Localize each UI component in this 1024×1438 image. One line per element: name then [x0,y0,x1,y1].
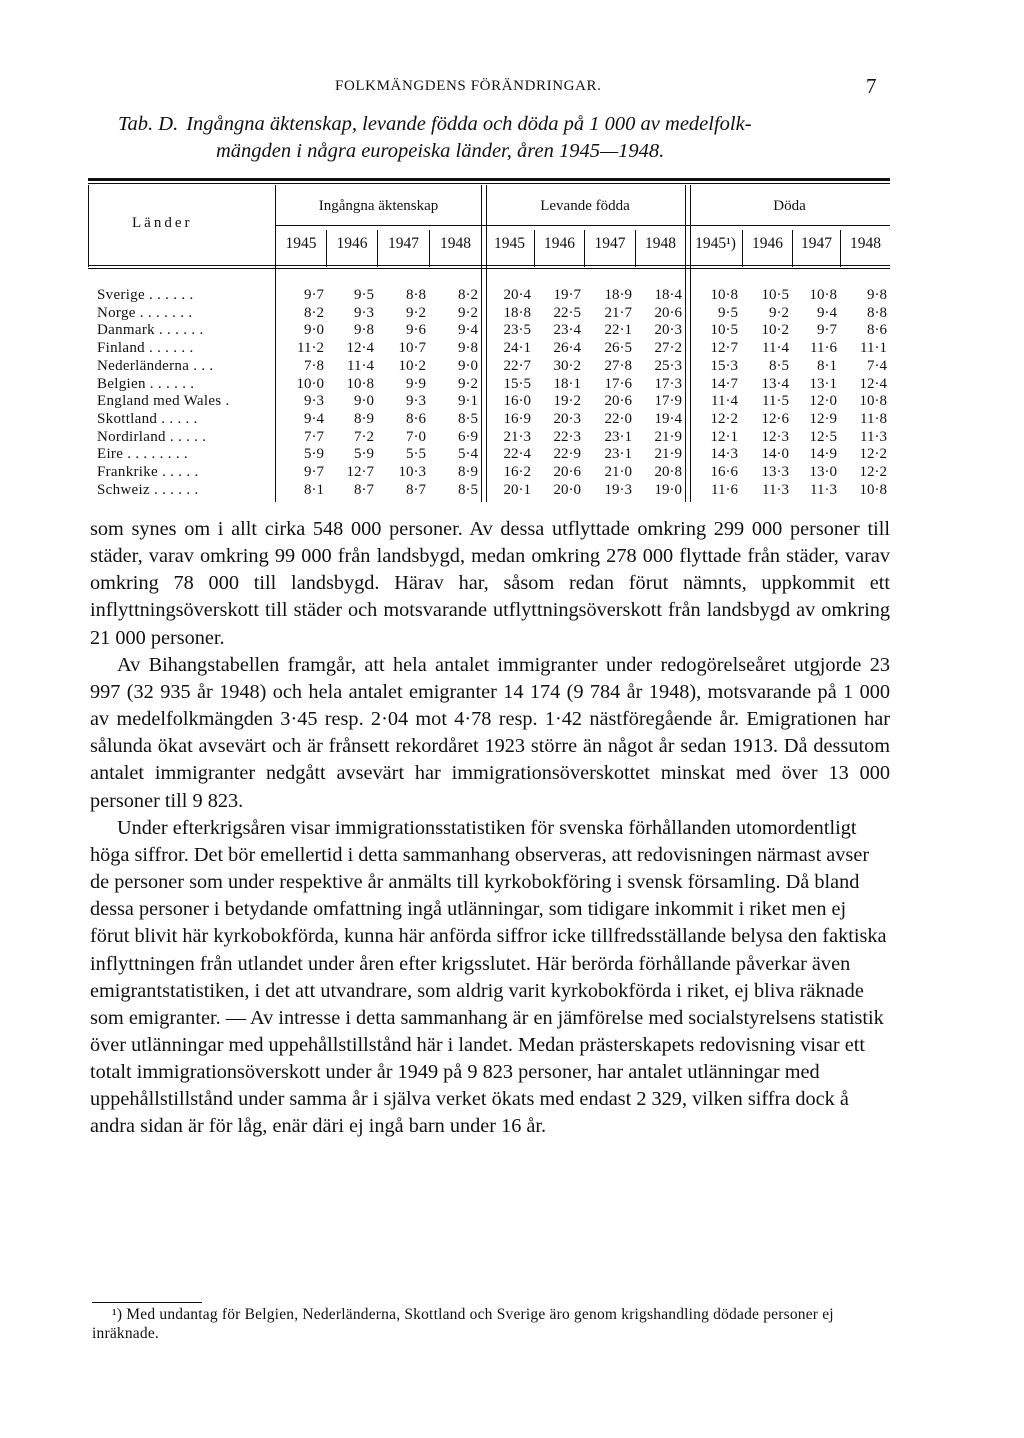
table-cell: 27·2 [654,340,682,357]
year-header: 1946 [544,235,575,252]
paragraph: Under efterkrigsåren visar immigrationsstatistiken för svenska förhållanden utomordentligt höga siffror. Det bör emellertid i detta sammanhang observeras, att redovisningen närmast avser de personer som under respektive år anmälts till kyrkobokföring i svensk församling. Då bland dessa personer i betydande omfattning ingå utlänningar, som tidigare inkommit i riket men ej förut blivit här kyrkobokförda, kunna här anförda siffror icke tillfredsställande belysa den faktiska inflyttningen från utlandet under åren efter krigsslutet. Här berörda förhållande påverkar även emigrantstatistiken, i det att utvandrare, som aldrig varit kyrkobokförda i riket, ej bliva räknade som emigranter. — Av intresse i detta sammanhang är en jämförelse med socialstyrelsens statistik över utlänningar med uppehållstillstånd här i landet. Medan prästerskapets redovisning visar ett totalt immigrationsöverskott under år 1949 på 9 823 personer, har antalet utlänningar med uppehållstillstånd under samma år i själva verket ökats med endast 2 329, vilken siffra dock å andra sidan är för låg, enär däri ej ingå barn under 16 år. [90,816,887,1138]
table-cell: 10·8 [809,287,837,303]
table-cell: 10·8 [859,393,887,410]
year-header: 1946 [336,235,368,252]
table-cell: 8·9 [458,464,478,480]
table-cell: 19·2 [553,393,581,410]
column-divider [635,230,636,267]
table-row [0,305,1024,324]
table-row [0,446,1024,465]
year-header: 1945¹) [695,235,736,252]
table-cell: 24·1 [503,340,531,357]
table-cell: 7·2 [354,428,374,445]
table-cell: 9·2 [406,304,426,321]
table-row [0,482,1024,501]
table-cell: 14·3 [710,446,738,463]
table-cell: 8·8 [867,304,887,321]
table-cell: 16·6 [710,464,738,480]
country-name: Frankrike . . . . . [97,464,199,480]
table-cell: 9·2 [458,304,478,321]
year-header: 1948 [440,235,471,252]
table-cell: 22·7 [503,357,531,374]
table-cell: 10·8 [710,287,738,303]
column-divider [377,230,378,267]
table-cell: 9·0 [304,322,324,339]
table-cell: 12·0 [809,393,837,410]
table-cell: 13·3 [761,464,789,480]
table-cell: 12·4 [859,375,887,392]
table-cell: 19·3 [604,481,632,498]
caption-line-1: Ingångna äktenskap, levande födda och döda på 1 000 av medelfolk- [186,113,752,135]
table-cell: 12·1 [710,428,738,445]
table-cell: 9·3 [304,393,324,410]
table-cell: 12·4 [346,340,374,357]
table-cell: 17·9 [654,393,682,410]
table-cell: 14·0 [761,446,789,463]
column-divider [534,230,535,267]
table-cell: 9·7 [304,287,324,303]
country-name: Nordirland . . . . . [97,428,207,445]
table-cell: 8·1 [817,357,837,374]
table-cell: 21·7 [604,304,632,321]
year-header: 1947 [388,235,419,252]
table-row [0,464,1024,483]
table-cell: 8·1 [304,481,324,498]
table-row [0,393,1024,412]
table-cell: 11·4 [762,340,789,357]
table-cell: 22·9 [553,446,581,463]
country-name: Norge . . . . . . . [97,304,193,321]
table-cell: 9·8 [867,287,887,303]
table-cell: 9·2 [458,375,478,392]
table-row [0,322,1024,341]
table-cell: 20·6 [654,304,682,321]
table-cell: 20·3 [553,410,581,427]
table-cell: 17·3 [654,375,682,392]
table-cell: 9·6 [406,322,426,339]
table-cell: 18·1 [553,375,581,392]
country-name: Eire . . . . . . . . [97,446,188,463]
table-cell: 9·4 [458,322,478,339]
table-cell: 7·4 [867,357,887,374]
table-cell: 12·3 [761,428,789,445]
year-header: 1946 [752,235,783,252]
table-cell: 22·5 [553,304,581,321]
table-cell: 5·9 [304,446,324,463]
group-header-deaths: Döda [773,198,806,214]
caption-line-2: mängden i några europeiska länder, åren 1945—1948. [216,140,665,162]
table-cell: 8·5 [458,481,478,498]
table-cell: 9·8 [354,322,374,339]
table-cell: 22·3 [553,428,581,445]
table-cell: 8·6 [406,410,426,427]
table-cell: 21·0 [604,464,632,480]
table-cell: 18·4 [654,287,682,303]
table-cell: 19·7 [553,287,581,303]
table-cell: 12·2 [859,464,887,480]
table-top-rule-thin [88,183,890,184]
table-cell: 8·7 [354,481,374,498]
table-cell: 12·5 [809,428,837,445]
table-caption [118,111,898,165]
year-header: 1948 [850,235,881,252]
column-divider [792,230,793,267]
year-header: 1947 [594,235,626,252]
table-cell: 23·4 [553,322,581,339]
table-cell: 13·4 [761,375,789,392]
header-bottom-rule [88,265,890,266]
table-cell: 12·2 [710,410,738,427]
table-cell: 6·9 [458,428,478,445]
table-cell: 11·2 [297,340,324,357]
table-row [0,287,1024,306]
footnote-rule [92,1302,202,1303]
table-cell: 7·7 [304,428,324,445]
table-cell: 13·1 [809,375,837,392]
table-cell: 9·9 [406,375,426,392]
table-row [0,429,1024,448]
table-cell: 26·5 [604,340,632,357]
table-row [0,358,1024,377]
table-row [0,376,1024,395]
table-cell: 11·1 [860,340,887,357]
group-header-marriages: Ingångna äktenskap [318,198,439,214]
table-cell: 19·4 [654,410,682,427]
table-cell: 9·2 [769,304,789,321]
table-left-border [88,185,89,267]
table-cell: 21·3 [503,428,531,445]
table-cell: 14·7 [710,375,738,392]
table-cell: 20·0 [553,481,581,498]
table-cell: 9·3 [354,304,374,321]
table-cell: 20·6 [553,464,581,480]
table-cell: 9·5 [718,304,738,321]
table-cell: 12·6 [761,410,789,427]
table-cell: 9·4 [817,304,837,321]
table-cell: 11·3 [810,481,837,498]
table-cell: 10·5 [710,322,738,339]
table-cell: 21·9 [654,446,682,463]
table-cell: 12·9 [809,410,837,427]
country-name: Danmark . . . . . . [97,322,204,339]
paragraph: som synes om i allt cirka 548 000 personer. Av dessa utflyttade omkring 299 000 personer till städer, varav omkring 99 000 från landsbygd, medan omkring 278 000 flyttade från städer, varav omkring 78 000 till landsbygd. Härav har, såsom redan förut nämnts, uppkommit ett inflyttningsöverskott till städer och motsvarande utflyttningsöverskott från landsbygd av omkring 21 000 personer. [90,518,890,649]
table-row [0,340,1024,359]
table-cell: 26·4 [553,340,581,357]
table-cell: 9·0 [458,357,478,374]
table-cell: 8·6 [867,322,887,339]
country-name: Sverige . . . . . . [97,287,194,303]
table-cell: 13·0 [809,464,837,480]
header-divider [276,225,890,226]
column-divider [840,230,841,267]
group-header-births: Levande födda [540,198,630,214]
table-cell: 21·9 [654,428,682,445]
table-cell: 8·8 [406,287,426,303]
table-cell: 20·8 [654,464,682,480]
table-cell: 11·5 [762,393,789,410]
running-title: FOLKMÄNGDENS FÖRÄNDRINGAR. [335,78,602,94]
table-cell: 8·9 [354,410,374,427]
table-cell: 8·2 [304,304,324,321]
table-cell: 10·8 [859,481,887,498]
table-cell: 7·0 [406,428,426,445]
table-cell: 30·2 [553,357,581,374]
year-header: 1945 [494,235,525,252]
table-cell: 23·1 [604,446,632,463]
table-cell: 9·3 [406,393,426,410]
header-bottom-rule [88,268,890,269]
table-cell: 8·5 [458,410,478,427]
country-name: Skottland . . . . . [97,410,198,427]
table-cell: 10·7 [398,340,426,357]
table-cell: 22·4 [503,446,531,463]
column-divider [584,230,585,267]
table-label: Tab. D. [118,113,179,135]
country-name: England med Wales . [97,393,230,410]
table-cell: 5·4 [458,446,478,463]
table-cell: 10·2 [398,357,426,374]
table-cell: 19·0 [654,481,682,498]
country-column-header: Länder [132,215,193,231]
table-cell: 10·2 [761,322,789,339]
table-top-rule [88,178,890,181]
table-cell: 11·8 [860,410,887,427]
table-cell: 9·8 [458,340,478,357]
table-cell: 20·3 [654,322,682,339]
table-cell: 14·9 [809,446,837,463]
table-cell: 15·3 [710,357,738,374]
table-cell: 17·6 [604,375,632,392]
table-cell: 20·6 [604,393,632,410]
table-cell: 18·8 [503,304,531,321]
column-divider [429,230,430,267]
table-cell: 12·7 [346,464,374,480]
year-header: 1945 [285,235,317,252]
table-cell: 9·7 [817,322,837,339]
table-cell: 23·1 [604,428,632,445]
country-name: Belgien . . . . . . [97,375,195,392]
table-cell: 10·3 [398,464,426,480]
body-text [90,516,890,1141]
table-cell: 9·7 [304,464,324,480]
table-cell: 12·7 [710,340,738,357]
footnote: ¹) Med undantag för Belgien, Nederländerna, Skottland och Sverige äro genom krigshandling dödade personer ej inräknade. [92,1306,834,1342]
table-cell: 16·2 [503,464,531,480]
year-header: 1948 [645,235,676,252]
country-name: Finland . . . . . . [97,340,194,357]
table-cell: 23·5 [503,322,531,339]
country-name: Nederländerna . . . [97,357,214,374]
table-cell: 27·8 [604,357,632,374]
table-cell: 9·0 [354,393,374,410]
table-cell: 8·7 [406,481,426,498]
year-header: 1947 [801,235,832,252]
table-cell: 5·5 [406,446,426,463]
table-cell: 9·1 [458,393,478,410]
table-cell: 5·9 [354,446,374,463]
table-cell: 20·1 [503,481,531,498]
table-cell: 11·4 [711,393,738,410]
table-cell: 22·1 [604,322,632,339]
table-cell: 10·8 [346,375,374,392]
table-cell: 11·3 [762,481,789,498]
table-cell: 11·6 [810,340,837,357]
table-cell: 16·9 [503,410,531,427]
table-row [0,411,1024,430]
table-cell: 11·3 [860,428,887,445]
table-cell: 9·4 [304,410,324,427]
table-cell: 10·0 [296,375,324,392]
country-name: Schweiz . . . . . . [97,481,199,498]
paragraph: Av Bihangstabellen framgår, att hela antalet immigranter under redogörelseåret utgjorde 23 997 (32 935 år 1948) och hela antalet emigranter 14 174 (9 784 år 1948), motsvarande på 1 000 av medelfolkmängden 3·45 resp. 2·04 mot 4·78 resp. 1·42 nästföregående år. Emigrationen har sålunda ökat avsevärt och är frånsett rekordåret 1923 större än något år sedan 1913. Då dessutom antalet immigranter nedgått avsevärt har immigrationsöverskottet minskat med över 13 000 personer till 9 823. [90,653,890,812]
table-cell: 9·5 [354,287,374,303]
column-divider [742,230,743,267]
table-cell: 12·2 [859,446,887,463]
table-cell: 10·5 [761,287,789,303]
table-cell: 25·3 [654,357,682,374]
table-cell: 11·4 [347,357,374,374]
table-cell: 18·9 [604,287,632,303]
table-cell: 8·2 [458,287,478,303]
table-cell: 20·4 [503,287,531,303]
table-cell: 16·0 [503,393,531,410]
table-cell: 11·6 [711,481,738,498]
column-divider [326,230,327,267]
table-cell: 15·5 [503,375,531,392]
table-cell: 7·8 [304,357,324,374]
table-cell: 8·5 [769,357,789,374]
table-cell: 22·0 [604,410,632,427]
page-number: 7 [866,74,878,98]
